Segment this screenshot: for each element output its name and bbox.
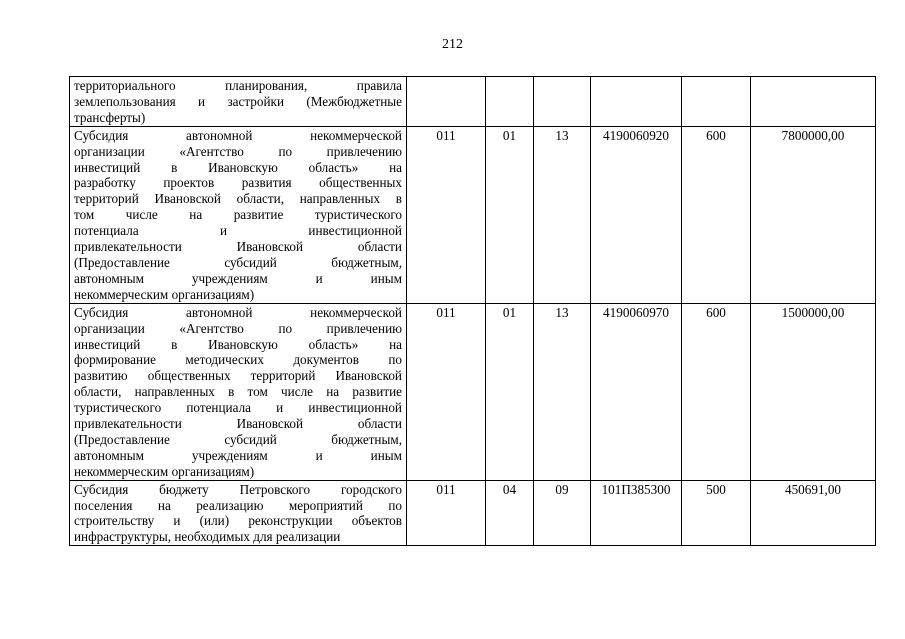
section-code-cell: 01: [486, 303, 534, 480]
description-line: поселения на реализацию мероприятий по: [74, 497, 402, 513]
amount-cell: 7800000,00: [751, 126, 876, 303]
amount-cell: 1500000,00: [751, 303, 876, 480]
description-line: формирование методических документов по: [74, 352, 402, 368]
page-number: 212: [442, 37, 463, 52]
subsection-code-cell: 09: [534, 480, 591, 546]
description-line: туристического потенциала и инвестиционной: [74, 400, 402, 416]
description-line: территориального планирования, правила: [74, 78, 402, 93]
description-line: (Предоставление субсидий бюджетным,: [74, 431, 402, 447]
section-code-cell: [486, 77, 534, 127]
description-cell: [70, 480, 407, 546]
table-row: [70, 77, 876, 127]
expense-type-cell: 600: [682, 303, 751, 480]
target-article-cell: 4190060920: [591, 126, 682, 303]
agency-code-cell: 011: [407, 126, 486, 303]
description-line: организации «Агентство по привлечению: [74, 320, 402, 336]
agency-code-cell: 011: [407, 480, 486, 546]
description-line: области, направленных в том числе на развитие: [74, 384, 402, 400]
agency-code-cell: [407, 77, 486, 127]
section-code-cell: 04: [486, 480, 534, 546]
description-line: организации «Агентство по привлечению: [74, 143, 402, 159]
description-line: (Предоставление субсидий бюджетным,: [74, 254, 402, 270]
description-line: некоммерческим организациям): [74, 286, 255, 302]
description-cell: [70, 303, 407, 480]
target-article-cell: [591, 77, 682, 127]
description-line: Субсидия автономной некоммерческой: [74, 127, 402, 143]
table-row: [70, 303, 876, 480]
description-line: инвестиций в Ивановскую область» на: [74, 159, 402, 175]
description-line: привлекательности Ивановской области: [74, 416, 402, 432]
expense-type-cell: 500: [682, 480, 751, 546]
subsection-code-cell: [534, 77, 591, 127]
description-line: привлекательности Ивановской области: [74, 239, 402, 255]
description-line: Субсидия бюджету Петровского городского: [74, 481, 402, 497]
description-line: инфраструктуры, необходимых для реализации: [74, 529, 341, 545]
description-line: Субсидия автономной некоммерческой: [74, 304, 402, 320]
description-line: территорий Ивановской области, направленных в: [74, 191, 402, 207]
description-line: некоммерческим организациям): [74, 463, 255, 479]
description-line: инвестиций в Ивановскую область» на: [74, 336, 402, 352]
subsection-code-cell: 13: [534, 303, 591, 480]
description-line: автономным учреждениям и иным: [74, 447, 402, 463]
description-line: автономным учреждениям и иным: [74, 270, 402, 286]
budget-table: [69, 76, 876, 546]
description-line: развитию общественных территорий Ивановской: [74, 368, 402, 384]
agency-code-cell: 011: [407, 303, 486, 480]
target-article-cell: 101П385300: [591, 480, 682, 546]
description-line: том числе на развитие туристического: [74, 207, 402, 223]
description-line: строительству и (или) реконструкции объектов: [74, 513, 402, 529]
amount-cell: 450691,00: [751, 480, 876, 546]
table-row: [70, 480, 876, 546]
description-cell: [70, 77, 407, 127]
amount-cell: [751, 77, 876, 127]
subsection-code-cell: 13: [534, 126, 591, 303]
description-line: землепользования и застройки (Межбюджетные: [74, 93, 402, 109]
description-cell: [70, 126, 407, 303]
description-line: разработку проектов развития общественных: [74, 175, 402, 191]
table-row: [70, 126, 876, 303]
expense-type-cell: 600: [682, 126, 751, 303]
description-line: потенциала и инвестиционной: [74, 223, 402, 239]
section-code-cell: 01: [486, 126, 534, 303]
expense-type-cell: [682, 77, 751, 127]
target-article-cell: 4190060970: [591, 303, 682, 480]
description-line: трансферты): [74, 109, 146, 125]
